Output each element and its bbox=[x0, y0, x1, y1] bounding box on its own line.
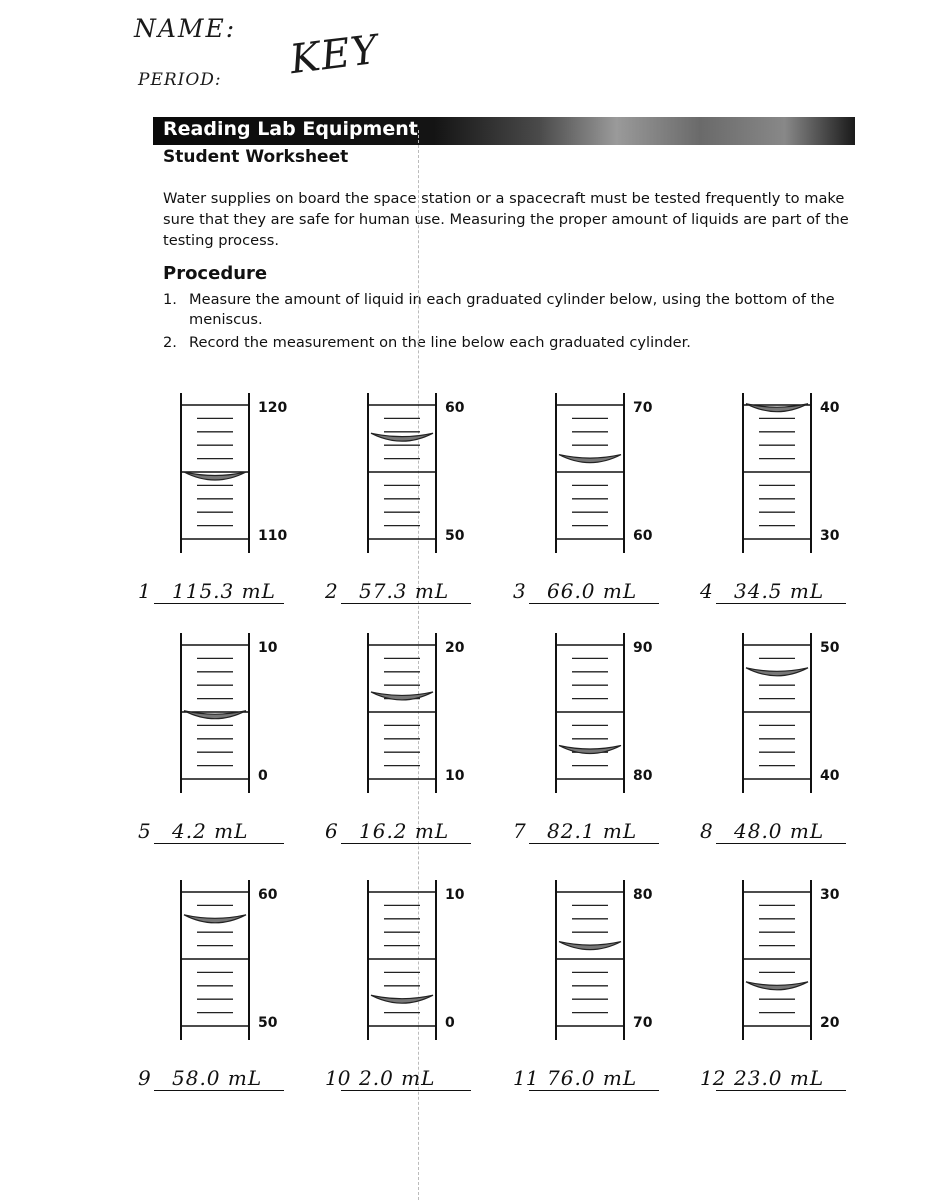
scale-top-label: 120 bbox=[258, 400, 288, 416]
scale-bottom-label: 110 bbox=[258, 528, 288, 544]
answer-number: 1 bbox=[138, 579, 151, 603]
step-number: 2. bbox=[163, 334, 177, 351]
graduated-cylinder bbox=[178, 880, 258, 1040]
graduated-cylinder-item bbox=[700, 880, 928, 1105]
meniscus bbox=[371, 433, 433, 441]
answer-number: 9 bbox=[138, 1066, 151, 1090]
answer-number: 5 bbox=[138, 819, 151, 843]
scale-bottom-label: 80 bbox=[633, 768, 653, 784]
title-banner bbox=[153, 117, 855, 145]
meniscus bbox=[371, 995, 433, 1003]
worksheet-subtitle: Student Worksheet bbox=[163, 147, 349, 167]
step-text: Record the measurement on the line below each graduated cylinder. bbox=[189, 334, 691, 351]
scale-bottom-label: 50 bbox=[445, 528, 465, 544]
graduated-cylinder bbox=[365, 880, 445, 1040]
answer-number: 6 bbox=[325, 819, 338, 843]
graduated-cylinder-item bbox=[700, 393, 928, 618]
graduated-cylinder bbox=[178, 393, 258, 553]
worksheet-title: Reading Lab Equipment bbox=[163, 118, 418, 140]
meniscus bbox=[746, 668, 808, 676]
handwritten-answer: 48.0 mL bbox=[734, 819, 825, 843]
handwritten-answer: 16.2 mL bbox=[359, 819, 450, 843]
scale-bottom-label: 20 bbox=[820, 1015, 840, 1031]
period-label: PERIOD: bbox=[138, 70, 222, 90]
scale-bottom-label: 0 bbox=[258, 768, 268, 784]
graduated-cylinder-item bbox=[700, 633, 928, 858]
answer-number: 10 bbox=[325, 1066, 351, 1090]
scale-top-label: 60 bbox=[258, 887, 278, 903]
meniscus bbox=[184, 472, 246, 480]
handwritten-answer: 66.0 mL bbox=[547, 579, 638, 603]
meniscus bbox=[184, 915, 246, 923]
graduated-cylinder bbox=[553, 880, 633, 1040]
scale-top-label: 80 bbox=[633, 887, 653, 903]
scale-top-label: 30 bbox=[820, 887, 840, 903]
handwritten-answer: 76.0 mL bbox=[547, 1066, 638, 1090]
name-label: NAME: bbox=[134, 14, 237, 43]
graduated-cylinder bbox=[740, 880, 820, 1040]
handwritten-answer: 115.3 mL bbox=[172, 579, 276, 603]
scale-bottom-label: 70 bbox=[633, 1015, 653, 1031]
scale-top-label: 20 bbox=[445, 640, 465, 656]
graduated-cylinder bbox=[740, 393, 820, 553]
meniscus bbox=[746, 982, 808, 990]
step-number: 1. bbox=[163, 291, 177, 308]
answer-number: 2 bbox=[325, 579, 338, 603]
scale-bottom-label: 30 bbox=[820, 528, 840, 544]
meniscus bbox=[559, 746, 621, 754]
graduated-cylinder bbox=[365, 393, 445, 553]
graduated-cylinder bbox=[553, 633, 633, 793]
answer-number: 11 bbox=[513, 1066, 539, 1090]
handwritten-answer: 57.3 mL bbox=[359, 579, 450, 603]
procedure-heading: Procedure bbox=[163, 263, 268, 284]
handwritten-answer: 58.0 mL bbox=[172, 1066, 263, 1090]
scale-top-label: 10 bbox=[445, 887, 465, 903]
scale-top-label: 60 bbox=[445, 400, 465, 416]
graduated-cylinder bbox=[178, 633, 258, 793]
scale-top-label: 90 bbox=[633, 640, 653, 656]
meniscus bbox=[559, 455, 621, 463]
answer-number: 8 bbox=[700, 819, 713, 843]
scale-top-label: 70 bbox=[633, 400, 653, 416]
graduated-cylinder bbox=[740, 633, 820, 793]
scale-bottom-label: 0 bbox=[445, 1015, 455, 1031]
scale-bottom-label: 60 bbox=[633, 528, 653, 544]
scale-bottom-label: 40 bbox=[820, 768, 840, 784]
handwritten-answer: 2.0 mL bbox=[359, 1066, 436, 1090]
meniscus bbox=[371, 692, 433, 700]
step-text: Measure the amount of liquid in each graduated cylinder below, using the bottom of the meniscus. bbox=[189, 291, 835, 328]
handwritten-answer: 82.1 mL bbox=[547, 819, 638, 843]
answer-number: 12 bbox=[700, 1066, 726, 1090]
scale-bottom-label: 10 bbox=[445, 768, 465, 784]
answer-number: 3 bbox=[513, 579, 526, 603]
graduated-cylinder bbox=[553, 393, 633, 553]
graduated-cylinder bbox=[365, 633, 445, 793]
answer-number: 4 bbox=[700, 579, 713, 603]
handwritten-answer: 23.0 mL bbox=[734, 1066, 825, 1090]
answer-number: 7 bbox=[513, 819, 526, 843]
intro-paragraph: Water supplies on board the space station or a spacecraft must be tested frequently to make sure that they are safe for human use. Measuring the proper amount of liquids are part of the testing process. bbox=[163, 190, 849, 249]
handwritten-answer: 34.5 mL bbox=[734, 579, 825, 603]
handwritten-key: KEY bbox=[287, 26, 381, 84]
scale-top-label: 40 bbox=[820, 400, 840, 416]
scale-bottom-label: 50 bbox=[258, 1015, 278, 1031]
meniscus bbox=[559, 942, 621, 950]
scale-top-label: 50 bbox=[820, 640, 840, 656]
scale-top-label: 10 bbox=[258, 640, 278, 656]
handwritten-answer: 4.2 mL bbox=[172, 819, 249, 843]
